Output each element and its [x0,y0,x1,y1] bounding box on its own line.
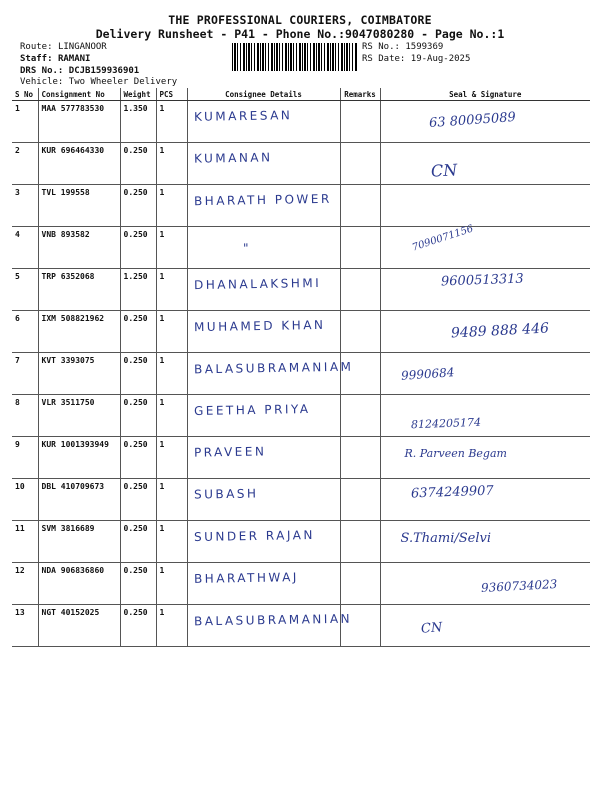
signature-text: 8124205174 [410,415,481,432]
cell-signature [380,223,590,269]
cell-consignee [187,227,340,269]
col-consignee: Consignee Details [187,88,340,101]
rs-no-label: RS No.: [362,42,400,52]
cell-pcs: 1 [156,521,187,563]
cell-pcs: 1 [156,563,187,605]
cell-consignee [187,185,340,227]
table-row [12,479,590,521]
cell-cno: SVM 3816689 [38,521,120,563]
cell-cno: TRP 6352068 [38,269,120,311]
cell-consignee [187,479,340,521]
vehicle-value: Two Wheeler Delivery [68,77,178,87]
drs-line [20,66,139,76]
signature-text: S.Thami/Selvi [400,531,491,546]
cell-signature [380,353,590,395]
cell-sno: 1 [12,101,38,143]
cell-consignee [187,521,340,563]
runsheet-subtitle: Delivery Runsheet - P41 - Phone No.:9047080280 - Page No.:1 [95,27,505,41]
cell-remarks [340,479,380,521]
cell-signature [380,563,590,605]
cell-remarks [340,101,380,143]
cell-weight: 0.250 [120,227,156,269]
cell-sno: 8 [12,395,38,437]
cell-consignee [187,101,340,143]
cell-remarks [340,185,380,227]
cell-weight: 0.250 [120,185,156,227]
vehicle-label: Vehicle: [20,77,64,87]
table-row [12,605,590,647]
signature-text: R. Parveen Begam [404,447,507,460]
cell-remarks [340,605,380,647]
col-consignment: Consignment No [38,88,120,101]
table-row [12,395,590,437]
cell-signature [380,185,590,227]
table-row [12,101,590,143]
cell-signature [380,605,590,647]
table-row [12,521,590,563]
col-pcs: PCS [156,88,187,101]
cell-pcs: 1 [156,101,187,143]
cell-consignee [187,563,340,605]
cell-consignee [187,143,340,185]
cell-weight: 0.250 [120,563,156,605]
col-signature: Seal & Signature [380,88,590,101]
cell-sno: 13 [12,605,38,647]
consignee-name: BHARATH POWER [193,191,332,209]
table-row [12,269,590,311]
rs-date-label: RS Date: [362,54,406,64]
cell-remarks [340,521,380,563]
signature-text: 9600513313 [440,271,524,290]
cell-weight: 0.250 [120,311,156,353]
cell-sno: 7 [12,353,38,395]
cell-signature [380,521,590,563]
cell-sno: 5 [12,269,38,311]
consignee-name: " [242,240,251,256]
cell-weight: 1.350 [120,101,156,143]
consignee-name: BALASUBRAMANIAN [193,611,352,629]
signature-text: 6374249907 [410,483,494,502]
cell-signature [380,143,590,185]
cell-remarks [340,353,380,395]
cell-weight: 1.250 [120,269,156,311]
consignee-name: KUMANAN [193,150,273,166]
cell-pcs: 1 [156,605,187,647]
rs-no-line [362,42,443,52]
rs-no-value: 1599369 [405,42,444,52]
consignee-name: DHANALAKSHMI [193,275,321,293]
cell-weight: 0.250 [120,521,156,563]
cell-consignee [187,353,354,395]
table-row [12,437,590,479]
cell-remarks [340,269,380,311]
drs-label: DRS No.: [20,66,64,76]
cell-cno: NDA 906836860 [38,563,120,605]
vehicle-line [20,77,177,87]
cell-consignee [187,437,340,479]
staff-label: Staff: [20,54,53,64]
consignee-name: PRAVEEN [193,444,267,460]
cell-pcs: 1 [156,353,187,395]
barcode [232,43,358,71]
cell-weight: 0.250 [120,143,156,185]
cell-weight: 0.250 [120,353,156,395]
consignee-name: BALASUBRAMANIAM [193,359,354,377]
table-row [12,563,590,605]
col-weight: Weight [120,88,156,101]
signature-text: 9489 888 446 [450,320,549,342]
cell-weight: 0.250 [120,479,156,521]
cell-remarks [340,563,380,605]
cell-cno: KUR 1001393949 [38,437,120,479]
cell-signature [380,311,590,353]
cell-cno: TVL 199558 [38,185,120,227]
cell-remarks [340,143,380,185]
cell-weight: 0.250 [120,605,156,647]
table-row [12,143,590,185]
route-label: Route: [20,42,53,52]
cell-sno: 6 [12,311,38,353]
cell-cno: VLR 3511750 [38,395,120,437]
cell-pcs: 1 [156,227,187,269]
signature-text: CN [430,160,458,181]
rs-date-value: 19-Aug-2025 [410,54,471,64]
route-value: LINGANOOR [57,42,107,52]
signature-text: 63 80095089 [428,109,516,132]
signature-text: CN [420,620,443,637]
cell-sno: 9 [12,437,38,479]
col-remarks: Remarks [340,88,380,101]
cell-sno: 3 [12,185,38,227]
cell-remarks [340,395,380,437]
cell-pcs: 1 [156,437,187,479]
cell-signature [380,479,590,521]
table-row [12,311,590,353]
cell-remarks [340,311,380,353]
cell-cno: NGT 40152025 [38,605,120,647]
cell-cno: IXM 508821962 [38,311,120,353]
cell-weight: 0.250 [120,437,156,479]
company-title: THE PROFESSIONAL COURIERS, COIMBATORE [168,13,432,27]
consignee-name: MUHAMED KHAN [193,317,326,335]
staff-line [20,54,90,64]
cell-sno: 4 [12,227,38,269]
cell-remarks [340,437,380,479]
cell-pcs: 1 [156,185,187,227]
signature-text: 7090071156 [410,223,475,254]
cell-consignee [187,395,340,437]
cell-consignee [187,311,340,353]
cell-consignee [187,269,340,311]
cell-pcs: 1 [156,269,187,311]
route-line [20,42,107,52]
consignee-name: GEETHA PRIYA [193,401,311,419]
table-header-row [12,88,590,101]
drs-value: DCJB159936901 [68,66,140,76]
cell-pcs: 1 [156,479,187,521]
cell-sno: 12 [12,563,38,605]
col-sno: S No [12,88,38,101]
cell-sno: 10 [12,479,38,521]
cell-cno: DBL 410709673 [38,479,120,521]
signature-text: 9360734023 [480,577,558,595]
cell-cno: KUR 696464330 [38,143,120,185]
cell-signature [380,101,590,143]
cell-signature [380,437,590,479]
table-row [12,353,590,395]
consignee-name: SUBASH [193,486,259,502]
cell-cno: VNB 893582 [38,227,120,269]
cell-signature [380,269,590,311]
consignee-name: KUMARESAN [193,108,292,124]
table-row [12,227,590,269]
runsheet-table [12,88,590,647]
cell-weight: 0.250 [120,395,156,437]
cell-remarks [340,227,380,269]
signature-text: 9990684 [400,365,455,383]
cell-pcs: 1 [156,143,187,185]
rs-date-line [362,54,470,64]
cell-consignee [187,605,352,647]
consignee-name: SUNDER RAJAN [193,527,315,545]
table-row [12,185,590,227]
cell-sno: 2 [12,143,38,185]
cell-signature [380,395,590,437]
staff-value: RAMANI [57,54,91,64]
consignee-name: BHARATHWAJ [193,570,299,586]
cell-pcs: 1 [156,311,187,353]
cell-cno: KVT 3393075 [38,353,120,395]
cell-sno: 11 [12,521,38,563]
cell-pcs: 1 [156,395,187,437]
cell-cno: MAA 577783530 [38,101,120,143]
